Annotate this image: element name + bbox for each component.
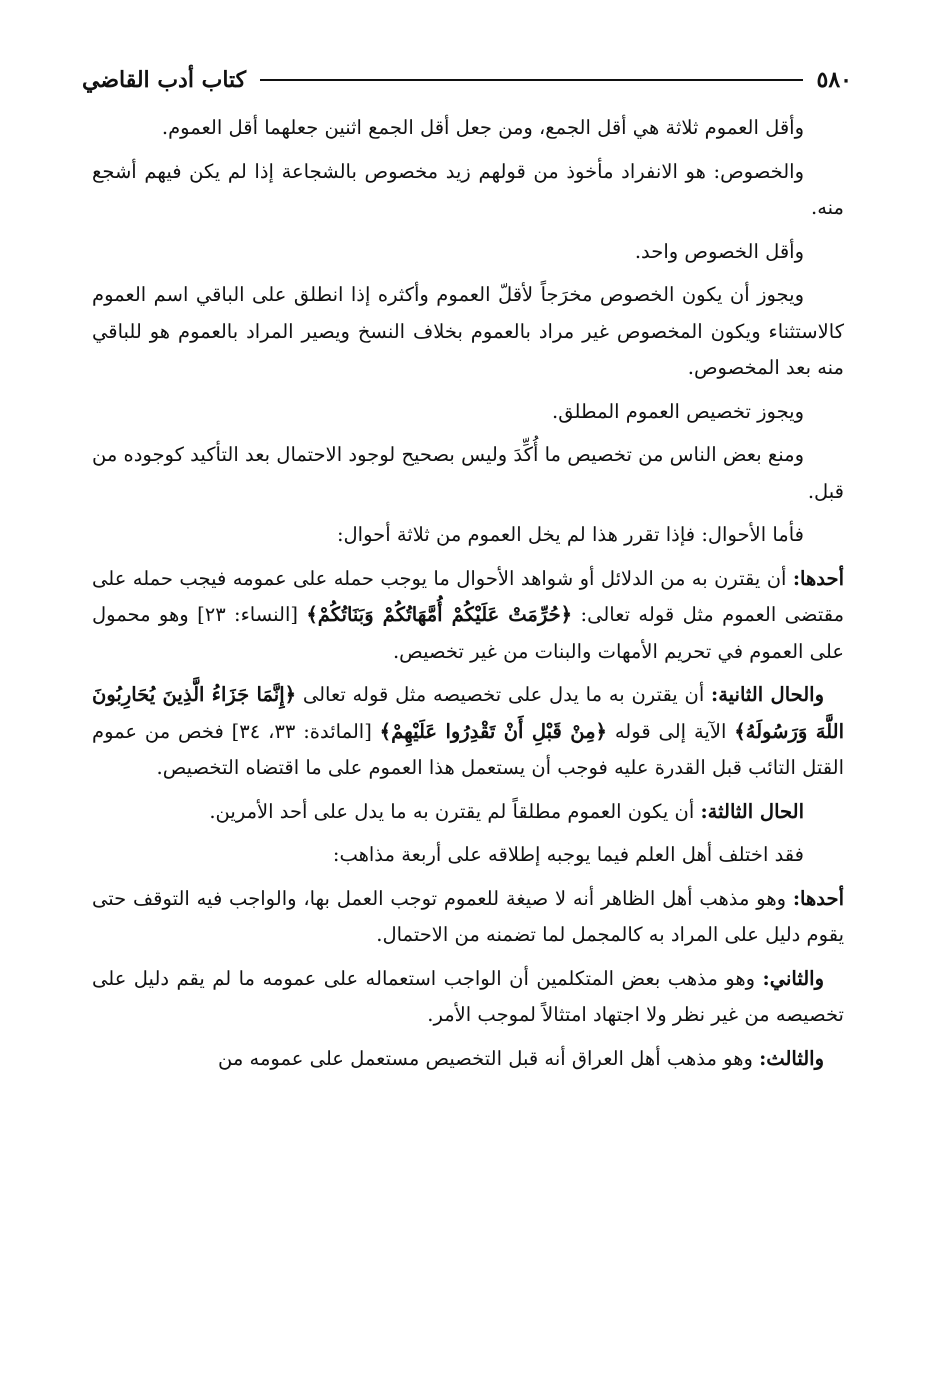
- quran-verse: ﴿إِنَّمَا جَزَاءُ الَّذِينَ يُحَارِبُونَ اللَّهَ وَرَسُولَهُ﴾: [92, 683, 844, 743]
- paragraph-text: ويجوز تخصيص العموم المطلق.: [552, 399, 804, 423]
- paragraph: [92, 277, 844, 387]
- paragraph-text: أن يقترن به ما يدل على تخصيصه مثل قوله تعالى: [296, 683, 712, 706]
- paragraph-text: ومنع بعض الناس من تخصيص ما أُكِّدَ وليس بصحيح لوجود الاحتمال بعد التأكيد كوجوده من قبل.: [92, 443, 844, 503]
- header-rule: [260, 79, 802, 81]
- paragraph: [92, 561, 844, 671]
- paragraph-text: فقد اختلف أهل العلم فيما يوجبه إطلاقه على أربعة مذاهب:: [332, 843, 804, 866]
- paragraph: [92, 110, 844, 147]
- paragraph-text: [المائدة: ٣٣، ٣٤] فخص من عموم القتل التائب قبل القدرة عليه فوجب أن يستعمل هذا العموم على ما اقتضاه التخصيص.: [92, 719, 844, 779]
- paragraph-text: فأما الأحوال: فإذا تقرر هذا لم يخل العموم من ثلاثة أحوال:: [336, 523, 804, 546]
- paragraph-lead: والثالث:: [759, 1046, 824, 1070]
- paragraph: [92, 1041, 844, 1078]
- paragraph-lead: والحال الثانية:: [711, 683, 825, 706]
- paragraph: [92, 394, 844, 431]
- paragraph: [92, 234, 844, 271]
- paragraph: [92, 437, 844, 510]
- page-number: ٥٨٠: [816, 67, 852, 93]
- page-header: [82, 60, 852, 100]
- quran-verse: ﴿حُرِّمَتْ عَلَيْكُمْ أُمَّهَاتُكُمْ وَبَنَاتُكُمْ﴾: [306, 603, 573, 626]
- book-title: كتاب أدب القاضي: [82, 67, 247, 93]
- paragraph: [92, 794, 844, 831]
- paragraph: [92, 961, 844, 1034]
- paragraph-text: ويجوز أن يكون الخصوص مخرَجاً لأقلّ العموم وأكثره إذا انطلق على الباقي اسم العموم كالاستثناء ويكون المخصوص غير مراد بالعموم بخلاف النسخ ويصير المراد بالعموم هو للباقي منه بعد المخصوص.: [92, 283, 844, 379]
- paragraph-lead: أحدها:: [792, 886, 844, 910]
- paragraph: [92, 677, 844, 787]
- paragraph-text: الآية إلى قوله: [607, 719, 735, 743]
- paragraph-text: والخصوص: هو الانفراد مأخوذ من قولهم زيد مخصوص بالشجاعة إذا لم يكن فيهم أشجع منه.: [92, 159, 844, 219]
- paragraph-text: أن يقترن به من الدلائل أو شواهد الأحوال ما يوجب حمله على عمومه فيجب حمله على مقتضى العموم مثل قوله تعالى:: [92, 566, 845, 626]
- paragraph-text: وهو مذهب بعض المتكلمين أن الواجب استعماله على عمومه ما لم يقم دليل على تخصيصه من غير نظر ولا اجتهاد امتثالاً لموجب الأمر.: [92, 966, 844, 1026]
- paragraph: [92, 154, 844, 227]
- paragraph-text: وأقل العموم ثلاثة هي أقل الجمع، ومن جعل أقل الجمع اثنين جعلهما أقل العموم.: [161, 116, 804, 139]
- paragraph-lead: والثاني:: [762, 966, 824, 990]
- paragraph-text: وهو مذهب أهل الظاهر أنه لا صيغة للعموم توجب العمل بها، والواجب فيه التوقف حتى يقوم دليل على المراد به كالمجمل لما تضمنه من الاحتمال.: [92, 886, 844, 946]
- paragraph-lead: أحدها:: [792, 566, 844, 590]
- paragraph: [92, 837, 844, 874]
- paragraph-lead: الحال الثالثة:: [700, 799, 804, 823]
- paragraph: [92, 517, 844, 554]
- page-body: [92, 110, 844, 1084]
- paragraph-text: [النساء: ٢٣] وهو محمول على العموم في تحريم الأمهات والبنات من غير تخصيص.: [92, 603, 844, 663]
- paragraph: [92, 881, 844, 954]
- quran-verse: ﴿مِنْ قَبْلِ أَنْ تَقْدِرُوا عَلَيْهِمْ﴾: [379, 719, 607, 743]
- paragraph-text: وأقل الخصوص واحد.: [634, 239, 804, 263]
- paragraph-text: وهو مذهب أهل العراق أنه قبل التخصيص مستعمل على عمومه من: [218, 1046, 760, 1070]
- paragraph-text: أن يكون العموم مطلقاً لم يقترن به ما يدل على أحد الأمرين.: [209, 799, 701, 823]
